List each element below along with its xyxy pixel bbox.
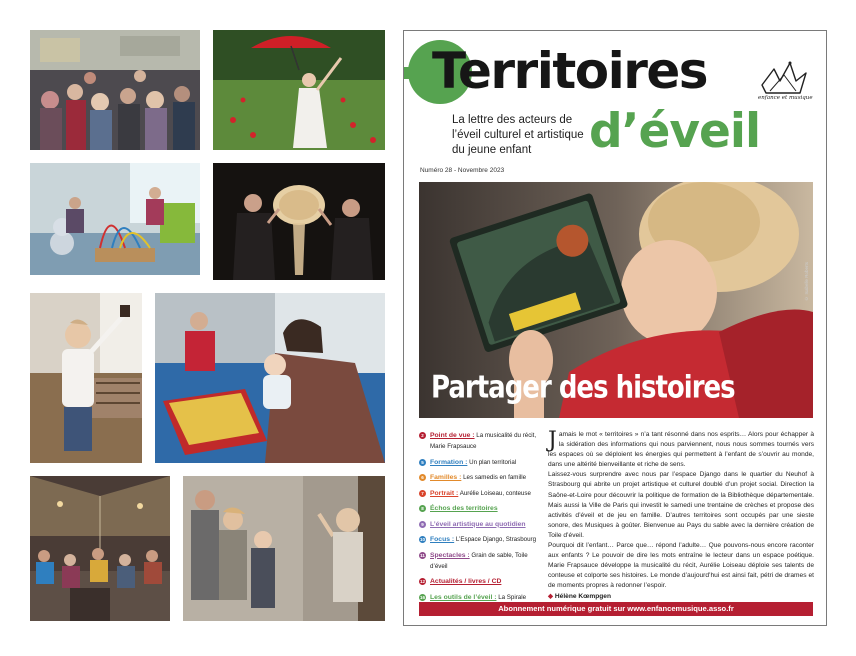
- photo-audience-tent: [30, 476, 170, 621]
- cover-subtitle: La lettre des acteurs de l’éveil culturel et artistique du jeune enfant: [452, 114, 584, 156]
- newsletter-cover: [403, 30, 827, 626]
- toc-title: Point de vue :: [430, 432, 475, 439]
- issue-number: Numéro 28 - Novembre 2023: [420, 167, 505, 174]
- toc-text: Aurélie Loiseau, conteuse: [458, 489, 531, 497]
- editorial-signature: [548, 592, 814, 602]
- toc-text: La Spirale: [496, 593, 527, 601]
- toc-title: Focus :: [430, 536, 455, 543]
- toc-text: Un plan territorial: [467, 458, 517, 466]
- toc-item[interactable]: [419, 472, 539, 483]
- photo-red-umbrella-performer: [213, 30, 385, 150]
- toc-page-number: 8: [419, 505, 426, 512]
- toc-title: Spectacles :: [430, 551, 470, 559]
- editorial-paragraph: [548, 430, 814, 470]
- toc-text: L’Espace Django, Strasbourg: [454, 536, 537, 543]
- editorial-p2: Laissez-vous surprendre avec nous par l’espace Django dans le quartier du Neuhof à Strasbourg qui abrite un projet artistique et culturel doublé d’un projet social. Direction la Saône-et-Loire pour découvrir la politique de formation de la Bibliothèque départementale. Mais aussi la Ville de Paris qui investit le samedi une trentaine de crèches et propose des activités d’éveil et de jeu en famille. D’autres territoires sont occupés par une sieste sonore, des Musiques à goûter. Bienvenue au Pays du sable avec la dernière création de Toile d’éveil.: [548, 471, 814, 539]
- toc-title: L’éveil artistique au quotidien: [430, 520, 526, 528]
- masthead: [404, 31, 827, 181]
- toc-text: Les samedis en famille: [461, 474, 527, 481]
- toc-item[interactable]: [419, 457, 539, 468]
- photo-children-performer: [183, 476, 385, 621]
- toc-page-number: 5: [419, 459, 426, 466]
- editorial-p3: Pourquoi dit l’enfant… Parce que… répond l’adulte… Que pouvons-nous encore raconter aux enfants ? Le pouvoir de dire les mots entraîne le lecteur dans un espace poétique. Marie Frapsauce développe la musicalité du récit, Aurélie Loiseau déploie ses talents de conteuse et colporte ses histoires. Le monde d’aujourd’hui est ainsi fait, pétri de drames et de moments propres à redonner l’espoir.: [548, 542, 814, 590]
- toc-page-number: 16: [419, 594, 425, 600]
- drop-cap: J: [548, 428, 557, 453]
- subscribe-banner[interactable]: Abonnement numérique gratuit sur www.enfancemusique.asso.fr: [419, 602, 813, 616]
- toc-item[interactable]: [419, 592, 539, 603]
- photo-sand-performers: [213, 163, 385, 280]
- toc-page-number: 9: [419, 521, 426, 528]
- signature-name: Hélène Kœmpgen: [554, 592, 611, 600]
- toc-item[interactable]: [419, 503, 539, 514]
- photo-toddler-xylophone: [30, 293, 142, 463]
- hero-headline: Partager des histoires: [431, 370, 735, 406]
- toc-title: Familles :: [430, 474, 462, 481]
- toc-page-number: 12: [419, 579, 425, 584]
- logo-text: enfance et musique: [758, 95, 813, 101]
- title-territoires: Territoires: [432, 42, 708, 100]
- editorial-text: [548, 430, 814, 602]
- signature-diamond-icon: ◆: [548, 592, 554, 600]
- toc-title: Échos des territoires: [430, 505, 498, 512]
- toc-page-number: 6: [419, 474, 426, 481]
- editorial-p1: amais le mot « territoires » n’a tant résonné dans nos esprits… Alors pour échapper à la sidération des informations qui nous parviennent, nous nous sommes tournés vers les espaces où se déploient les énergies qui permettent à l’enfant de s’ouvrir au monde, dans une altérité bienveillante et riche de sens.: [548, 431, 814, 469]
- toc-item[interactable]: [419, 488, 539, 499]
- title-deveil: d’éveil: [589, 104, 761, 159]
- toc-item[interactable]: [419, 430, 539, 452]
- photo-credit: © Isabelle Roberts: [804, 262, 809, 301]
- toc-page-number: 2: [419, 432, 426, 439]
- photo-reading-with-baby: [155, 293, 385, 463]
- toc-page-number: 10: [419, 537, 425, 542]
- toc-item[interactable]: [419, 519, 539, 530]
- toc-text: Grain de sable, Toile d’éveil: [430, 551, 528, 570]
- toc-text: La musicalité du récit, Marie Frapsauce: [430, 432, 537, 450]
- photo-nursery-playroom: [30, 163, 200, 275]
- toc-page-number: 7: [419, 490, 426, 497]
- hero-photo: [419, 182, 813, 418]
- toc-title: Actualités / livres / CD: [430, 578, 502, 585]
- table-of-contents: [419, 430, 539, 607]
- toc-item[interactable]: [419, 576, 539, 587]
- toc-title: Formation :: [430, 458, 468, 466]
- toc-item[interactable]: [419, 534, 539, 545]
- toc-title: Les outils de l’éveil :: [430, 593, 497, 601]
- photo-crowd-outdoors: [30, 30, 200, 150]
- toc-title: Portrait :: [430, 489, 459, 497]
- toc-page-number: 11: [420, 552, 425, 558]
- toc-item[interactable]: [419, 550, 539, 572]
